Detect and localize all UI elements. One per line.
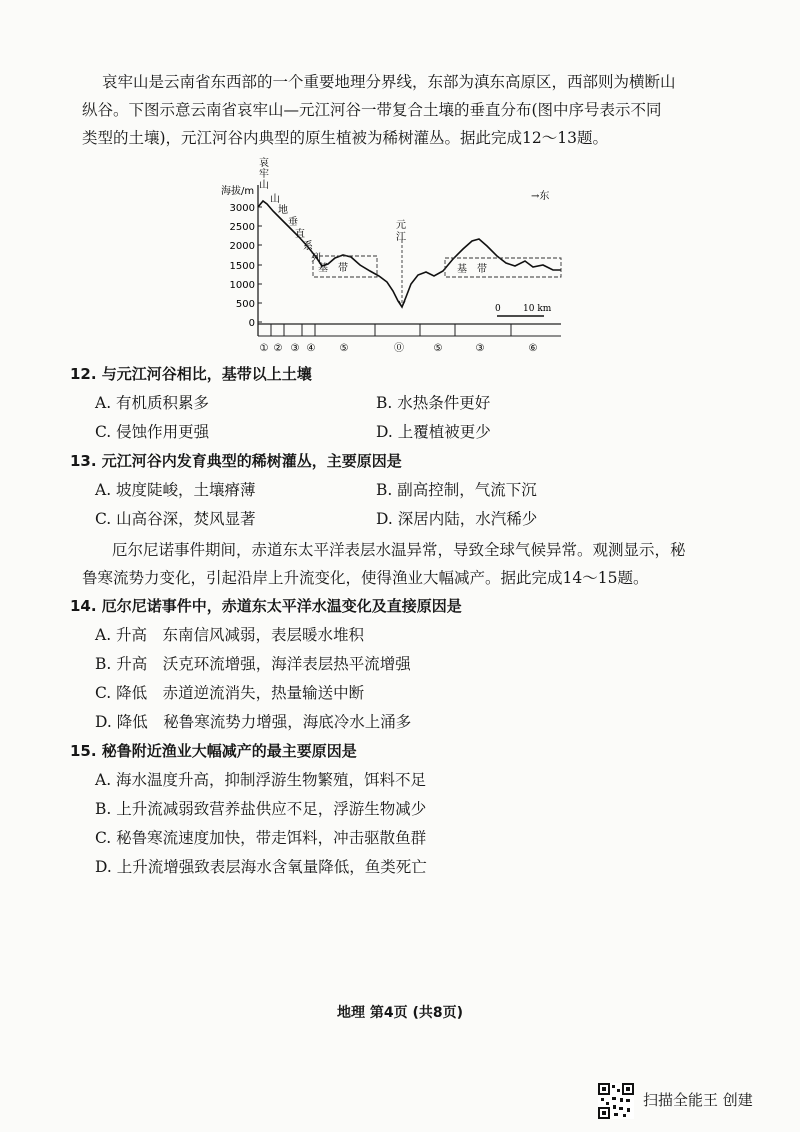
svg-text:垂: 垂 (288, 217, 298, 228)
q14-stem: 14. 厄尔尼诺事件中，赤道东太平洋水温变化及直接原因是 (70, 597, 462, 615)
soil-vertical-distribution-figure (215, 155, 565, 357)
q12-option-d[interactable]: D. 上覆植被更少 (376, 423, 491, 441)
y-tick-500: 500 (235, 299, 255, 310)
y-tick-1500: 1500 (229, 261, 255, 272)
q12-option-a[interactable]: A. 有机质积累多 (95, 394, 210, 412)
q13-option-b[interactable]: B. 副高控制，气流下沉 (376, 481, 537, 499)
svg-text:直: 直 (295, 229, 305, 240)
svg-text:江: 江 (396, 232, 406, 243)
y-tick-3000: 3000 (229, 203, 255, 214)
watermark-text: 扫描全能王 创建 (643, 1091, 753, 1109)
q13-option-c[interactable]: C. 山高谷深，焚风显著 (95, 510, 256, 528)
soil-marker: ⑥ (528, 343, 538, 354)
y-tick-1000: 1000 (229, 280, 255, 291)
terrain-profile (258, 201, 561, 307)
scale-km: 10 km (523, 304, 552, 314)
passage-1 (82, 68, 702, 152)
q15-option-b[interactable]: B. 上升流减弱致营养盐供应不足，浮游生物减少 (95, 800, 427, 818)
q12-option-b[interactable]: B. 水热条件更好 (376, 394, 491, 412)
y-tick-2000: 2000 (229, 241, 255, 252)
q14-option-a[interactable]: A. 升高 东南信风减弱，表层暖水堆积 (95, 626, 365, 644)
q15-stem: 15. 秘鲁附近渔业大幅减产的最主要原因是 (70, 742, 357, 760)
svg-text:山: 山 (259, 180, 269, 191)
y-tick-2500: 2500 (229, 222, 255, 233)
svg-text:哀: 哀 (259, 158, 269, 169)
q15-option-a[interactable]: A. 海水温度升高，抑制浮游生物繁殖，饵料不足 (95, 771, 427, 789)
soil-marker: ③ (290, 343, 300, 354)
passage-2 (82, 536, 702, 592)
svg-text:牢: 牢 (259, 169, 269, 180)
q13-option-a[interactable]: A. 坡度陡峻，土壤瘠薄 (95, 481, 256, 499)
svg-text:列: 列 (311, 253, 321, 264)
passage-1-line-1: 哀牢山是云南省东西部的一个重要地理分界线，东部为滇东高原区，西部则为横断山 (102, 73, 676, 91)
qr-code-icon (598, 1083, 634, 1119)
q14-option-d[interactable]: D. 降低 秘鲁寒流势力增强，海底冷水上涌多 (95, 713, 412, 731)
svg-text:山: 山 (270, 194, 280, 205)
mountain-label (259, 156, 269, 191)
q15-option-c[interactable]: C. 秘鲁寒流速度加快，带走饵料，冲击驱散鱼群 (95, 829, 427, 847)
passage-1-line-3: 类型的土壤)，元江河谷内典型的原生植被为稀树灌丛。据此完成12～13题。 (82, 129, 608, 147)
svg-text:地: 地 (278, 205, 288, 216)
q12-option-c[interactable]: C. 侵蚀作用更强 (95, 423, 210, 441)
y-tick-0: 0 (248, 318, 255, 329)
river-label (396, 219, 406, 243)
page-footer: 地理 第4页 (共8页) (336, 1005, 464, 1021)
q13-option-d[interactable]: D. 深居内陆，水汽稀少 (376, 510, 538, 528)
passage-2-line-1: 厄尔尼诺事件期间，赤道东太平洋表层水温异常，导致全球气候异常。观测显示，秘 (112, 541, 686, 559)
scale-zero: 0 (495, 304, 501, 314)
soil-marker: ① (259, 343, 269, 354)
soil-marker: ③ (475, 343, 485, 354)
passage-1-line-2: 纵谷。下图示意云南省哀牢山—元江河谷一带复合土壤的垂直分布(图中序号表示不同 (82, 101, 662, 119)
svg-text:系: 系 (303, 241, 313, 252)
east-label: →东 (531, 191, 550, 202)
soil-marker: ⑤ (433, 343, 443, 354)
q13-stem: 13. 元江河谷内发育典型的稀树灌丛，主要原因是 (70, 452, 402, 470)
passage-2-line-2: 鲁寒流势力变化，引起沿岸上升流变化，使得渔业大幅减产。据此完成14～15题。 (82, 569, 649, 587)
svg-text:基 带: 基 带 (457, 264, 487, 275)
q14-option-b[interactable]: B. 升高 沃克环流增强，海洋表层热平流增强 (95, 655, 411, 673)
soil-marker: ⓪ (394, 343, 404, 354)
q12-stem: 12. 与元江河谷相比，基带以上土壤 (70, 365, 312, 383)
soil-marker: ② (273, 343, 283, 354)
q15-option-d[interactable]: D. 上升流增强致表层海水含氧量降低，鱼类死亡 (95, 858, 427, 876)
q14-option-c[interactable]: C. 降低 赤道逆流消失，热量输送中断 (95, 684, 365, 702)
soil-marker: ④ (306, 343, 316, 354)
svg-text:元: 元 (396, 220, 406, 231)
soil-markers (260, 342, 538, 354)
soil-marker: ⑤ (339, 343, 349, 354)
y-axis-label: 海拔/m (221, 186, 255, 197)
svg-text:基 带: 基 带 (318, 263, 348, 274)
